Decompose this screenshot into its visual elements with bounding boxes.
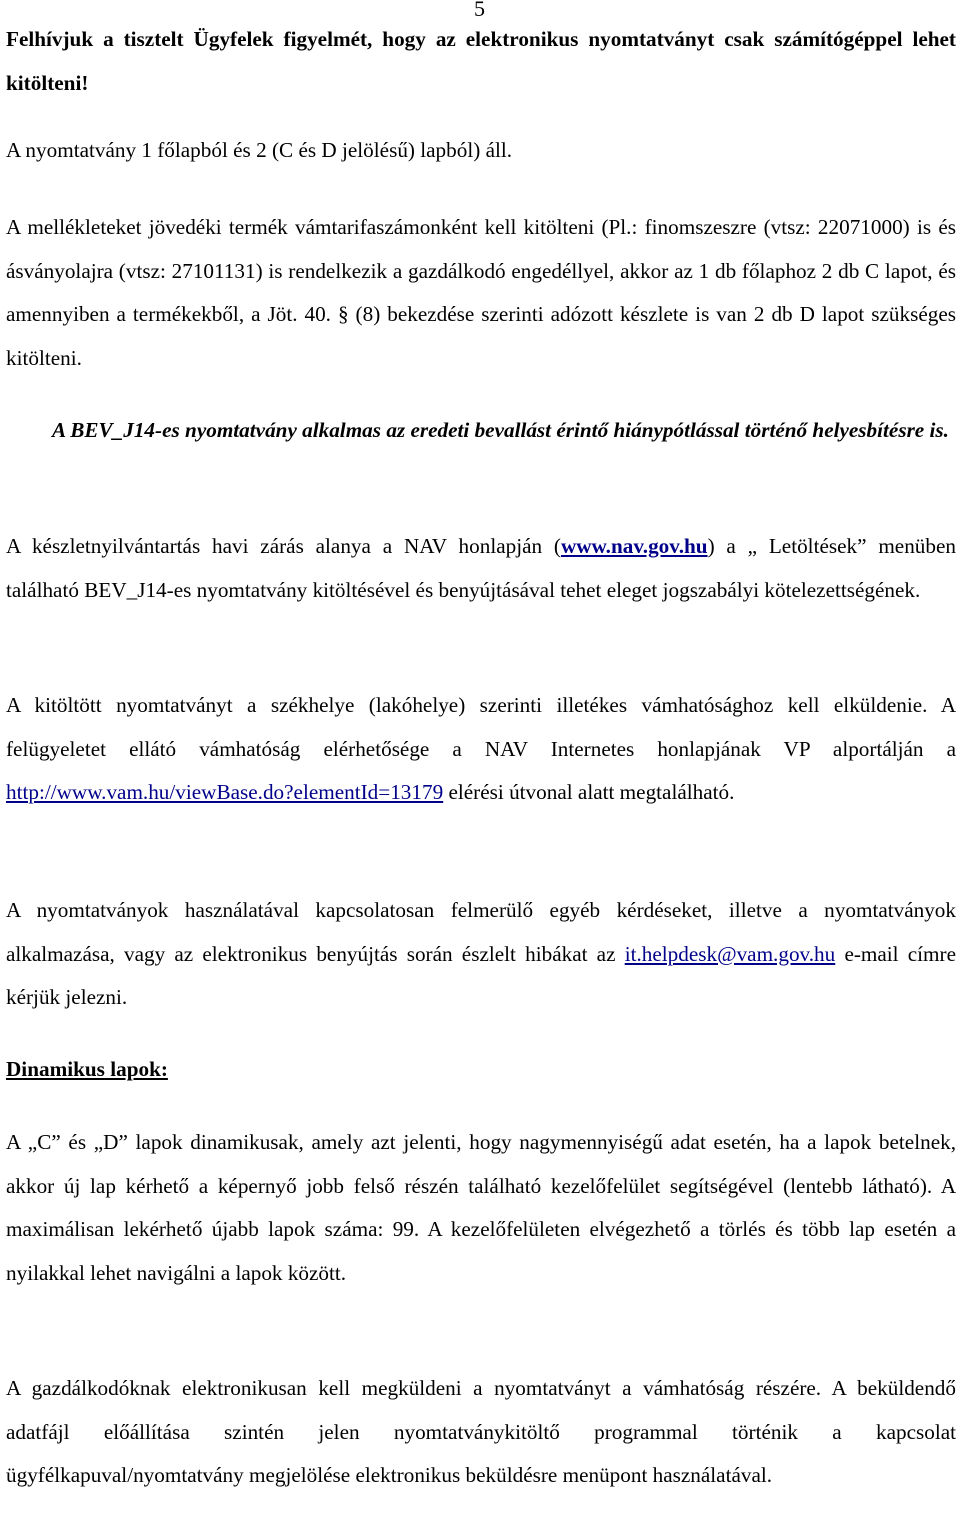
structure-paragraph: A nyomtatvány 1 főlapból és 2 (C és D jelölésű) lapból) áll. [6, 138, 513, 162]
helpdesk-paragraph [6, 889, 956, 1020]
dynamic-pages-heading: Dinamikus lapok: [6, 1057, 168, 1081]
helpdesk-email-link[interactable]: it.helpdesk@vam.gov.hu [624, 941, 836, 966]
submission-text-after: elérési útvonal alatt megtalálható. [443, 780, 735, 804]
sending-paragraph: A gazdálkodóknak elektronikusan kell megküldeni a nyomtatványt a vámhatóság részére. A beküldendő adatfájl előállítása szintén jelen nyomtatványkitöltő programmal történik a kapcsolat ügyfélkapuval/nyomtatvány megjelölése elektronikus beküldésre menüpont használatával. [6, 1376, 956, 1487]
inventory-text-before: A készletnyilvántartás havi zárás alanya a NAV honlapján ( [6, 534, 561, 558]
inventory-paragraph [6, 525, 956, 612]
inventory-text-after: ) a „ Letöltések” menüben található BEV_J14-es nyomtatvány kitöltésével és benyújtásával tehet eleget jogszabályi kötelezettségének. [6, 534, 956, 602]
submission-text-before: A kitöltött nyomtatványt a székhelye (lakóhelye) szerinti illetékes vámhatósághoz kell elküldenie. A felügyeletet ellátó vámhatóság elérhetősége a NAV Internetes honlapjának VP alportálján a [6, 693, 956, 761]
helpdesk-text-before: A nyomtatványok használatával kapcsolatosan felmerülő egyéb kérdéseket, illetve a nyomtatványok alkalmazása, vagy az elektronikus benyújtás során észlelt hibákat az [6, 898, 956, 966]
submission-paragraph [6, 684, 956, 815]
attachments-paragraph: A mellékleteket jövedéki termék vámtarifaszámonként kell kitölteni (Pl.: finomszeszre (vtsz: 22071000) is és ásványolajra (vtsz: 27101131) is rendelkezik a gazdálkodó engedéllyel, akkor az 1 db főlaphoz 2 db C lapot, és amennyiben a termékekből, a Jöt. 40. § (8) bekezdése szerinti adózott készlete is van 2 db D lapot szükséges kitölteni. [6, 215, 956, 370]
helpdesk-text-after: e-mail címre kérjük jelezni. [6, 941, 956, 1009]
notice-paragraph: Felhívjuk a tisztelt Ügyfelek figyelmét, hogy az elektronikus nyomtatványt csak számítógéppel lehet kitölteni! [6, 27, 956, 95]
vam-viewbase-link[interactable]: http://www.vam.hu/viewBase.do?elementId=13179 [6, 780, 444, 804]
page-number: 5 [474, 0, 485, 21]
italic-note-paragraph: A BEV_J14-es nyomtatvány alkalmas az eredeti bevallást érintő hiánypótlással történő helyesbítésre is. [52, 418, 949, 442]
nav-website-link[interactable]: www.nav.gov.hu [560, 534, 708, 558]
dynamic-pages-paragraph: A „C” és „D” lapok dinamikusak, amely azt jelenti, hogy nagymennyiségű adat esetén, ha a lapok betelnek, akkor új lap kérhető a képernyő jobb felső részén található kezelőfelület segítségével (lentebb látható). A maximálisan lekérhető újabb lapok száma: 99. A kezelőfelületen elvégezhető a törlés és több lap esetén a nyilakkal lehet navigálni a lapok között. [6, 1130, 956, 1285]
